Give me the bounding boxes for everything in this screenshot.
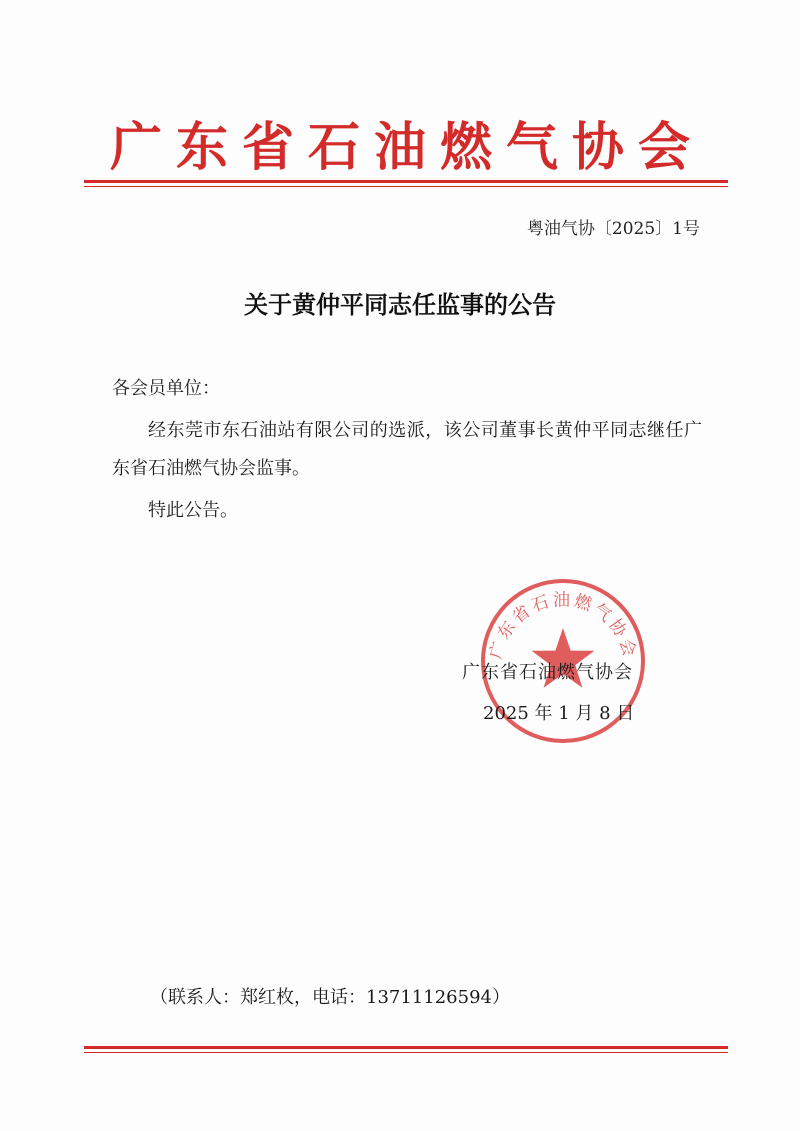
body-paragraph: 经东莞市东石油站有限公司的选派，该公司董事长黄仲平同志继任广东省石油燃气协会监事。 bbox=[112, 420, 702, 479]
signature-organization: 广东省石油燃气协会 bbox=[462, 662, 633, 683]
contact-info: （联系人：郑红枚，电话：13711126594） bbox=[150, 987, 510, 1008]
seal-text: 广东省石油燃气协会 bbox=[486, 590, 640, 662]
organization-header: 广东省石油燃气协会 bbox=[109, 118, 704, 178]
header-divider bbox=[84, 180, 728, 187]
document-title: 关于黄仲平同志任监事的公告 bbox=[244, 291, 556, 319]
salutation: 各会员单位： bbox=[112, 378, 220, 399]
closing-line: 特此公告。 bbox=[148, 500, 238, 521]
document-number: 粤油气协〔2025〕1号 bbox=[526, 219, 700, 239]
footer-divider bbox=[84, 1046, 728, 1053]
signature-date: 2025 年 1 月 8 日 bbox=[483, 703, 635, 724]
